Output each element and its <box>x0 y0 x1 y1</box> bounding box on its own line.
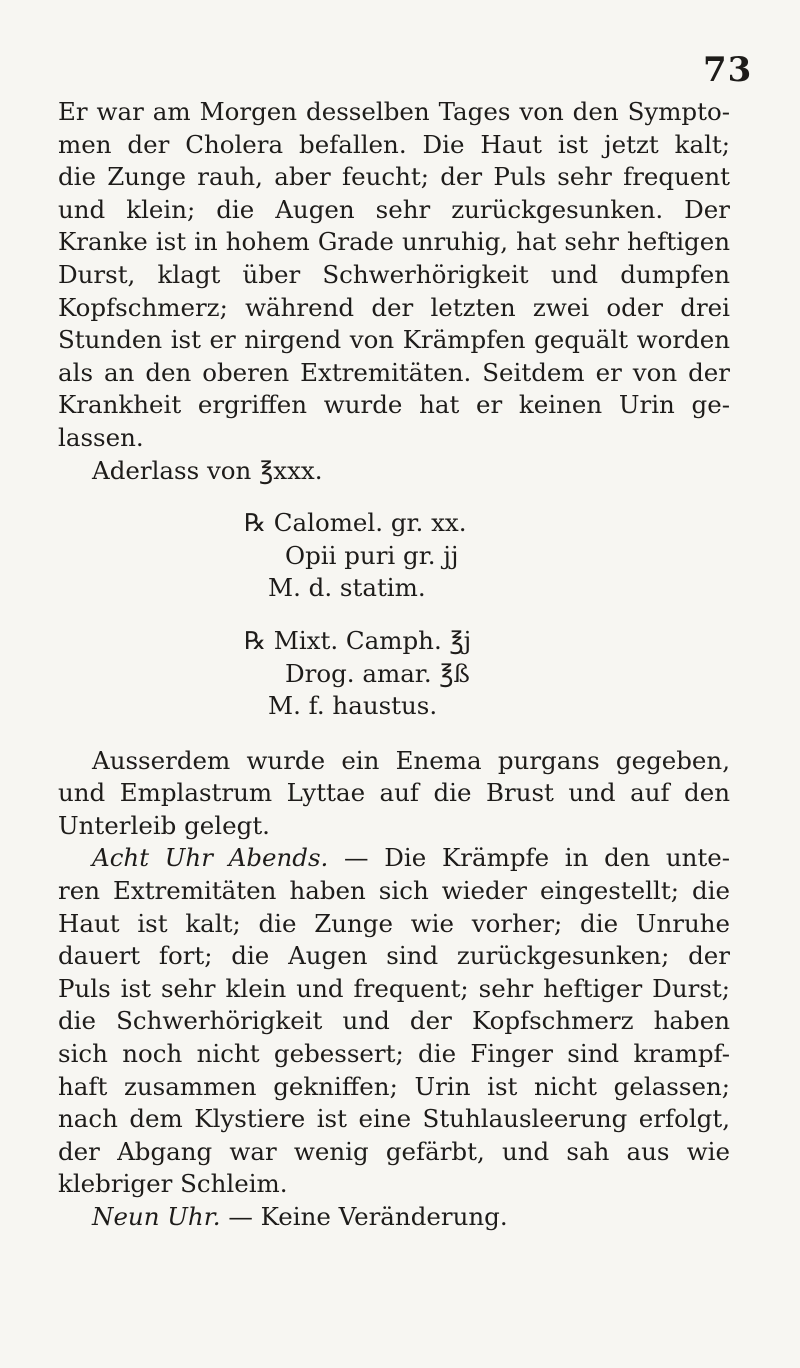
text-line <box>58 1201 730 1234</box>
spacer <box>58 723 730 745</box>
text-line: ren Extremitäten haben sich wieder eingestellt; die <box>58 876 730 906</box>
text-line: sich noch nicht gebessert; die Finger sind krampf- <box>58 1039 730 1069</box>
text-line: und Emplastrum Lyttae auf die Brust und auf den <box>58 778 730 808</box>
prescription-calomel <box>58 507 730 605</box>
spacer <box>58 605 730 625</box>
text-line: Er war am Morgen desselben Tages von den Sympto- <box>58 97 730 126</box>
prescription-line: M. d. statim. <box>268 573 426 603</box>
aderlass-line: Aderlass von ℥xxx. <box>92 455 323 485</box>
spacer <box>58 487 730 507</box>
time-heading-neun: Neun Uhr. <box>92 1202 221 1231</box>
paragraph-evening <box>58 842 730 1201</box>
text-line: Puls ist sehr klein und frequent; sehr heftiger Durst; <box>58 973 730 1003</box>
page-number: 73 <box>703 50 753 90</box>
prescription-line: ℞ Calomel. gr. xx. <box>244 508 467 538</box>
text-line: Kranke ist in hohem Grade unruhig, hat sehr heftigen <box>58 227 730 257</box>
paragraph-treatment <box>58 745 730 843</box>
text-line: Krankheit ergriffen wurde hat er keinen Urin ge- <box>58 390 730 420</box>
text-line: haft zusammen gekniffen; Urin ist nicht gelassen; <box>58 1071 730 1101</box>
text-line: als an den oberen Extremitäten. Seitdem er von der <box>58 357 730 387</box>
prescription-line: Opii puri gr. jj <box>285 540 459 570</box>
text-line: Stunden ist er nirgend von Krämpfen gequält worden <box>58 325 730 355</box>
page-body <box>58 96 730 1234</box>
text-line <box>58 842 730 875</box>
text-fragment: — Die Krämpfe in den unte- <box>328 843 730 873</box>
text-line: nach dem Klystiere ist eine Stuhlausleerung erfolgt, <box>58 1104 730 1134</box>
text-fragment: — Keine Veränderung. <box>220 1202 508 1231</box>
text-line: Haut ist kalt; die Zunge wie vorher; die Unruhe <box>58 908 730 938</box>
text-line: und klein; die Augen sehr zurückgesunken. Der <box>58 194 730 224</box>
text-line: die Zunge rauh, aber feucht; der Puls sehr frequent <box>58 162 730 192</box>
text-line: men der Cholera befallen. Die Haut ist jetzt kalt; <box>58 129 730 159</box>
text-line: Kopfschmerz; während der letzten zwei oder drei <box>58 292 730 322</box>
text-line: klebriger Schleim. <box>58 1169 288 1199</box>
text-line: dauert fort; die Augen sind zurückgesunken; der <box>58 941 730 971</box>
text-line: die Schwerhörigkeit und der Kopfschmerz haben <box>58 1006 730 1036</box>
prescription-line: M. f. haustus. <box>268 691 438 721</box>
prescription-line: ℞ Mixt. Camph. ℥j <box>244 625 472 655</box>
text-line: Ausserdem wurde ein Enema purgans gegeben, <box>92 745 730 775</box>
paragraph-nine <box>58 1201 730 1234</box>
text-line: Unterleib gelegt. <box>58 810 270 840</box>
text-line: lassen. <box>58 422 144 452</box>
text-line: der Abgang war wenig gefärbt, und sah aus wie <box>58 1136 730 1166</box>
prescription-camphor <box>58 625 730 723</box>
time-heading-acht: Acht Uhr Abends. <box>92 843 329 873</box>
paragraph-case-description <box>58 96 730 487</box>
text-line: Durst, klagt über Schwerhörigkeit und dumpfen <box>58 259 730 289</box>
prescription-line: Drog. amar. ℥ß <box>285 658 470 688</box>
